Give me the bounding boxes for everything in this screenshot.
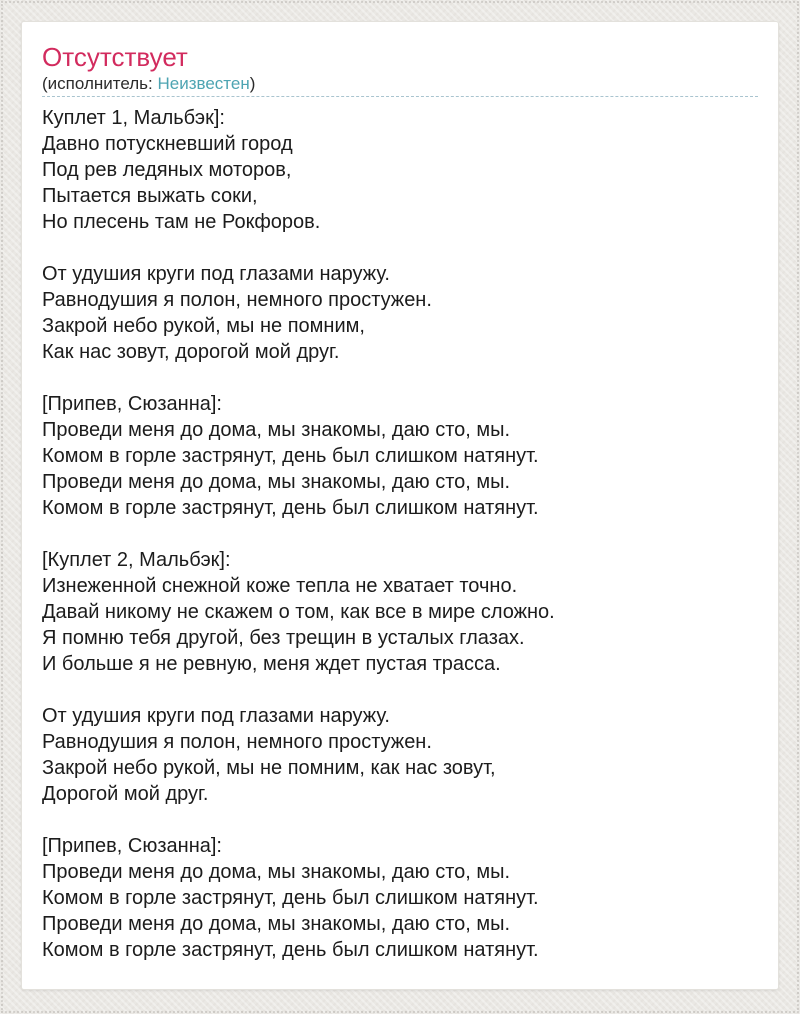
lyric-line: Проведи меня до дома, мы знакомы, даю сто, мы. (42, 419, 511, 441)
artist-close-paren: ) (249, 74, 256, 93)
lyrics-text (42, 105, 758, 963)
page-title (42, 44, 758, 70)
lyric-line: Пытается выжать соки, (42, 185, 258, 207)
lyrics-stanza (42, 391, 758, 521)
lyric-line: Комом в горле застрянут, день был слишком натянут. (42, 939, 539, 961)
lyric-line: Проведи меня до дома, мы знакомы, даю сто, мы. (42, 471, 511, 493)
lyric-line: Равнодушия я полон, немного простужен. (42, 731, 432, 753)
page-header (42, 44, 758, 97)
lyrics-stanza (42, 547, 758, 677)
lyric-line: Изнеженной снежной коже тепла не хватает точно. (42, 575, 518, 597)
lyric-line: Комом в горле застрянут, день был слишком натянут. (42, 887, 539, 909)
lyric-line: Давно потускневший город (42, 133, 293, 155)
lyric-line: Закрой небо рукой, мы не помним, как нас зовут, (42, 757, 496, 779)
lyric-line: Закрой небо рукой, мы не помним, (42, 315, 365, 337)
lyrics-stanza (42, 105, 758, 235)
artist-line (42, 75, 758, 93)
lyric-line: От удушия круги под глазами наружу. (42, 263, 390, 285)
lyric-line: [Припев, Сюзанна]: (42, 393, 222, 415)
lyric-line: Дорогой мой друг. (42, 783, 209, 805)
lyrics-panel (21, 21, 779, 990)
lyric-line: Куплет 1, Мальбэк]: (42, 107, 225, 129)
lyric-line: [Припев, Сюзанна]: (42, 835, 222, 857)
lyric-line: Проведи меня до дома, мы знакомы, даю сто, мы. (42, 913, 511, 935)
song-title-link[interactable]: Отсутствует (42, 42, 188, 72)
lyric-line: [Куплет 2, Мальбэк]: (42, 549, 231, 571)
lyric-line: Но плесень там не Рокфоров. (42, 211, 321, 233)
lyric-line: Я помню тебя другой, без трещин в усталых глазах. (42, 627, 525, 649)
lyric-line: Равнодушия я полон, немного простужен. (42, 289, 432, 311)
artist-label: (исполнитель: (42, 74, 153, 93)
lyric-line: Комом в горле застрянут, день был слишком натянут. (42, 445, 539, 467)
lyric-line: Комом в горле застрянут, день был слишком натянут. (42, 497, 539, 519)
lyric-line: И больше я не ревную, меня ждет пустая трасса. (42, 653, 501, 675)
lyric-line: Проведи меня до дома, мы знакомы, даю сто, мы. (42, 861, 511, 883)
lyrics-stanza (42, 833, 758, 963)
lyrics-stanza (42, 261, 758, 365)
lyric-line: Как нас зовут, дорогой мой друг. (42, 341, 340, 363)
lyrics-stanza (42, 703, 758, 807)
lyric-line: Давай никому не скажем о том, как все в мире сложно. (42, 601, 555, 623)
lyric-line: От удушия круги под глазами наружу. (42, 705, 390, 727)
lyric-line: Под рев ледяных моторов, (42, 159, 292, 181)
artist-link[interactable]: Неизвестен (157, 74, 250, 93)
